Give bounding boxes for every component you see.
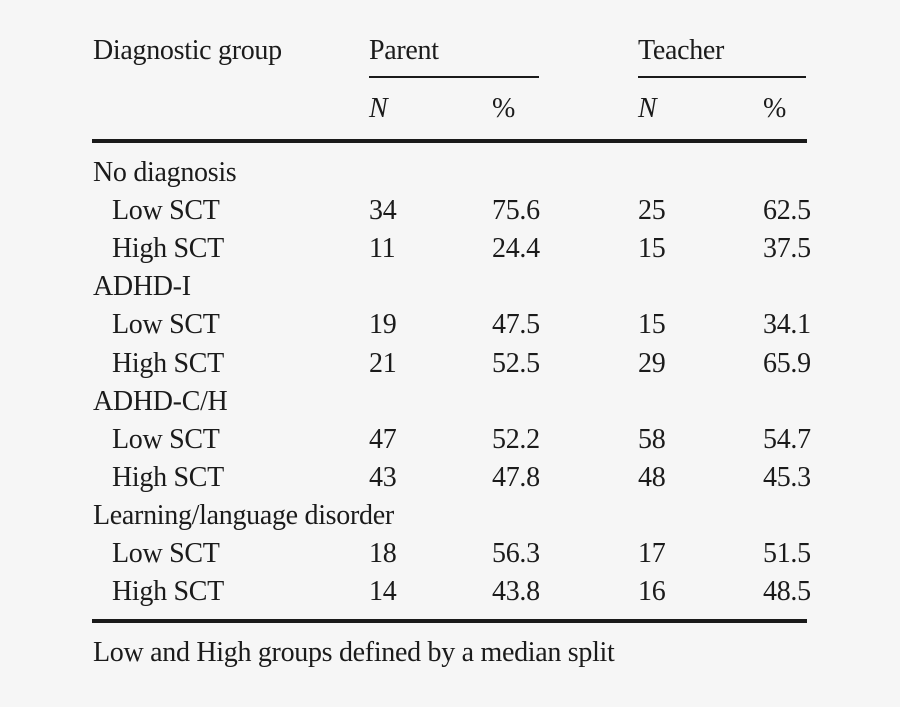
- cell-value: 62.5: [763, 195, 811, 227]
- cell-value: 17: [638, 537, 666, 569]
- table-row: [92, 421, 811, 459]
- subheader-parent-percent: %: [492, 93, 516, 124]
- row-label: High SCT: [112, 233, 224, 265]
- cell-value: 51.5: [763, 537, 811, 569]
- table-row: [92, 306, 811, 344]
- table-row: [92, 192, 811, 230]
- column-header-diagnostic-group: Diagnostic group: [93, 35, 282, 66]
- subheader-teacher-percent: %: [763, 93, 787, 124]
- cell-value: 65.9: [763, 347, 811, 379]
- cell-value: 24.4: [492, 233, 540, 265]
- cell-value: 48.5: [763, 576, 811, 608]
- cell-value: 16: [638, 576, 666, 608]
- cell-value: 45.3: [763, 461, 811, 493]
- spanner-header-parent: Parent: [369, 35, 439, 66]
- row-label: High SCT: [112, 347, 224, 379]
- table-top-rule: [92, 139, 807, 143]
- cell-value: 29: [638, 347, 666, 379]
- table-header-row-spanners: [92, 37, 807, 65]
- cell-value: 19: [369, 309, 397, 341]
- group-row: [92, 268, 807, 306]
- cell-value: 37.5: [763, 233, 811, 265]
- group-row: [92, 383, 807, 421]
- table-row: [92, 459, 811, 497]
- teacher-spanner-rule: [638, 76, 806, 78]
- cell-value: 25: [638, 195, 666, 227]
- row-label: Low SCT: [112, 423, 220, 455]
- table-body: [92, 154, 811, 611]
- cell-value: 47.5: [492, 309, 540, 341]
- row-label: ADHD-C/H: [93, 385, 228, 417]
- cell-value: 18: [369, 537, 397, 569]
- cell-value: 15: [638, 233, 666, 265]
- row-label: Low SCT: [112, 537, 220, 569]
- cell-value: 47.8: [492, 461, 540, 493]
- table-row: [92, 535, 811, 573]
- group-row: [92, 154, 807, 192]
- subheader-teacher-n: N: [638, 93, 657, 124]
- row-label: High SCT: [112, 576, 224, 608]
- cell-value: 52.2: [492, 423, 540, 455]
- cell-value: 52.5: [492, 347, 540, 379]
- subheader-parent-n: N: [369, 93, 388, 124]
- row-label: ADHD-I: [93, 271, 191, 303]
- cell-value: 34.1: [763, 309, 811, 341]
- cell-value: 21: [369, 347, 397, 379]
- table-row: [92, 344, 811, 382]
- cell-value: 34: [369, 195, 397, 227]
- cell-value: 11: [369, 233, 396, 265]
- cell-value: 14: [369, 576, 397, 608]
- cell-value: 54.7: [763, 423, 811, 455]
- diagnostic-group-table: [92, 0, 811, 707]
- table-row: [92, 573, 811, 611]
- cell-value: 43: [369, 461, 397, 493]
- cell-value: 15: [638, 309, 666, 341]
- row-label: Learning/language disorder: [93, 499, 394, 531]
- cell-value: 47: [369, 423, 397, 455]
- table-header-row-subheaders: [92, 95, 807, 123]
- row-label: Low SCT: [112, 309, 220, 341]
- table-bottom-rule: [92, 619, 807, 623]
- spanner-header-teacher: Teacher: [638, 35, 725, 66]
- table-footnote: Low and High groups defined by a median split: [93, 637, 615, 668]
- cell-value: 48: [638, 461, 666, 493]
- cell-value: 43.8: [492, 576, 540, 608]
- cell-value: 58: [638, 423, 666, 455]
- table-row: [92, 230, 811, 268]
- cell-value: 75.6: [492, 195, 540, 227]
- row-label: Low SCT: [112, 195, 220, 227]
- row-label: High SCT: [112, 461, 224, 493]
- group-row: [92, 497, 807, 535]
- row-label: No diagnosis: [93, 157, 237, 189]
- parent-spanner-rule: [369, 76, 539, 78]
- cell-value: 56.3: [492, 537, 540, 569]
